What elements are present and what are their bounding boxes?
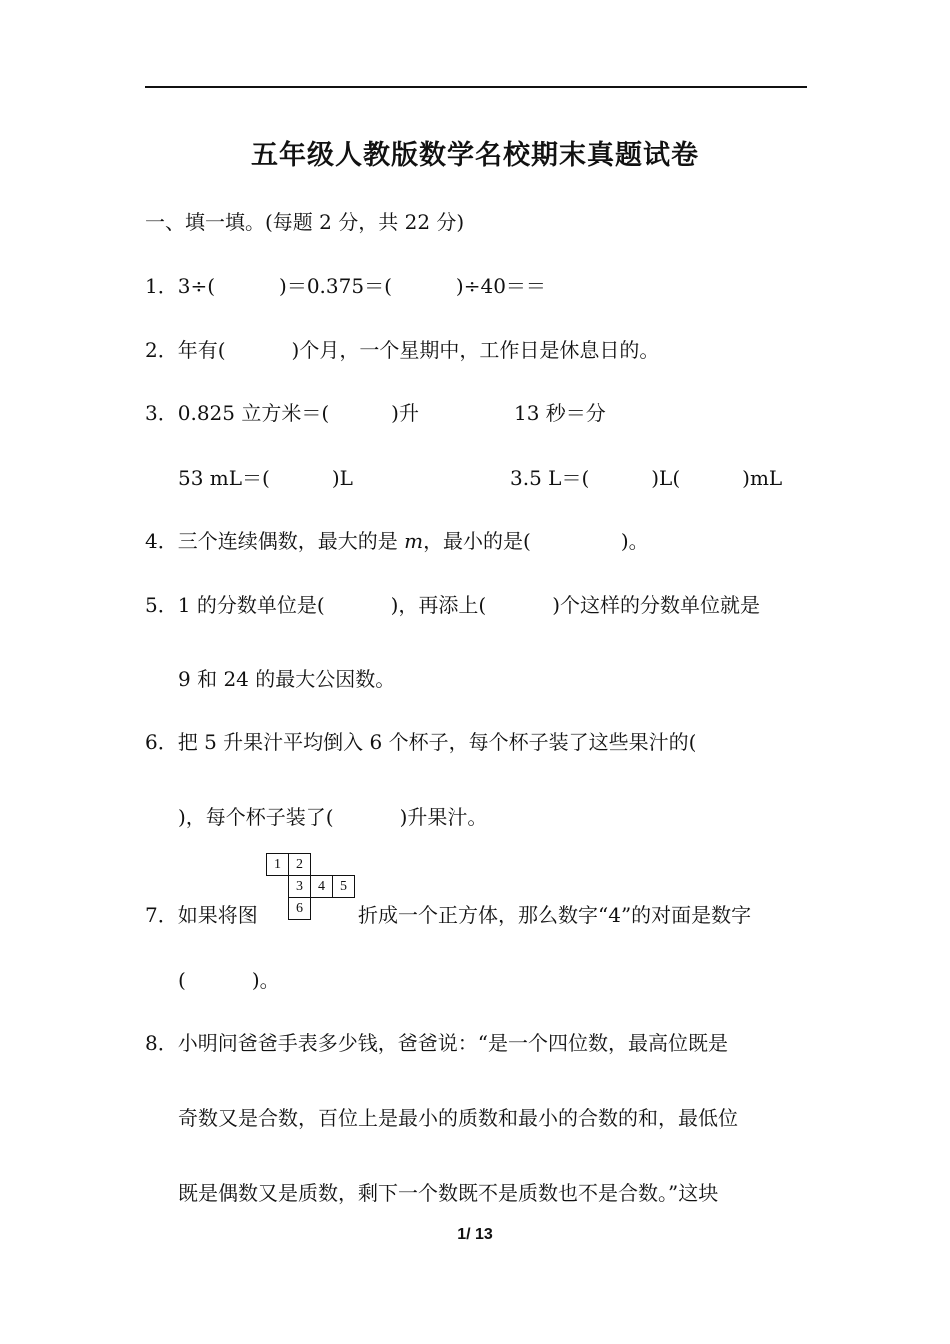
q7-part-d: )。 [251, 968, 280, 992]
q3-number: 3． [145, 401, 178, 425]
q4-part-c: )。 [620, 529, 649, 553]
q5-part-d: 9 和 24 的最大公因数。 [178, 667, 396, 691]
q6-part-b: )，每个杯子装了( [178, 805, 334, 829]
question-7 [145, 901, 258, 929]
q2-part-a: 年有( [177, 338, 226, 362]
question-5 [145, 591, 760, 619]
q7-part-c: ( [178, 968, 186, 992]
q3-part-b: )升 [391, 401, 419, 425]
q6-part-a: 把 5 升果汁平均倒入 6 个杯子，每个杯子装了这些果汁的( [177, 730, 697, 754]
q7-part-b: 折成一个正方体，那么数字“4”的对面是数字 [358, 903, 752, 927]
q1-number: 1． [145, 274, 178, 298]
q8-line-3: 既是偶数又是质数，剩下一个数既不是质数也不是合数。”这块 [178, 1181, 719, 1205]
q3-line-2b [510, 464, 782, 492]
q3-part-e: )L [331, 466, 353, 490]
net-cell-1: 1 [266, 853, 289, 876]
page-number: 1/ 13 [457, 1226, 493, 1243]
q8-number: 8． [145, 1031, 178, 1055]
top-rule [145, 86, 807, 88]
q6-part-c: )升果汁。 [399, 805, 488, 829]
question-2 [145, 336, 659, 364]
q1-part-a: 3÷( [177, 274, 216, 298]
q5-number: 5． [145, 593, 178, 617]
q7-number: 7． [145, 903, 178, 927]
q2-part-b: )个月，一个星期中，工作日是休息日的。 [291, 338, 660, 362]
net-cell-2: 2 [288, 853, 311, 876]
q3-part-c: 13 秒＝分 [514, 401, 606, 425]
q4-part-a: 三个连续偶数，最大的是 [177, 529, 405, 553]
cube-net-figure [266, 853, 358, 919]
q3-part-a: 0.825 立方米＝( [177, 401, 330, 425]
q4-variable-m: m [404, 529, 424, 553]
q3-part-g: )L( [651, 466, 681, 490]
q4-number: 4． [145, 529, 178, 553]
q3-part-h: )mL [742, 466, 783, 490]
question-4 [145, 527, 649, 555]
exam-title: 五年级人教版数学名校期末真题试卷 [251, 140, 699, 171]
q5-part-c: )个这样的分数单位就是 [552, 593, 761, 617]
net-cell-4: 4 [310, 875, 333, 898]
q2-number: 2． [145, 338, 178, 362]
q8-line-2: 奇数又是合数，百位上是最小的质数和最小的合数的和，最低位 [178, 1106, 738, 1130]
q5-part-b: )，再添上( [390, 593, 487, 617]
q6-line-2 [178, 803, 487, 831]
question-6 [145, 728, 696, 756]
q7-line-2 [178, 966, 280, 994]
net-cell-5: 5 [332, 875, 355, 898]
q5-part-a: 1 的分数单位是( [177, 593, 325, 617]
q4-part-b: ，最小的是( [423, 529, 531, 553]
question-8 [145, 1029, 728, 1057]
q8-line-1: 小明问爸爸手表多少钱，爸爸说：“是一个四位数，最高位既是 [177, 1031, 728, 1055]
q3-part-d: 53 mL＝( [178, 466, 270, 490]
question-1 [145, 272, 546, 300]
question-3 [145, 399, 419, 427]
q3-line-2a [178, 464, 353, 492]
net-cell-6: 6 [288, 897, 311, 920]
q3-part-f: 3.5 L＝( [510, 466, 590, 490]
q1-part-b: )＝0.375＝( [279, 274, 392, 298]
section-heading: 一、填一填。(每题 2 分，共 22 分) [145, 210, 465, 234]
q6-number: 6． [145, 730, 178, 754]
q7-part-a: 如果将图 [177, 903, 258, 927]
net-cell-3: 3 [288, 875, 311, 898]
q1-part-c: )÷40＝＝ [455, 274, 546, 298]
